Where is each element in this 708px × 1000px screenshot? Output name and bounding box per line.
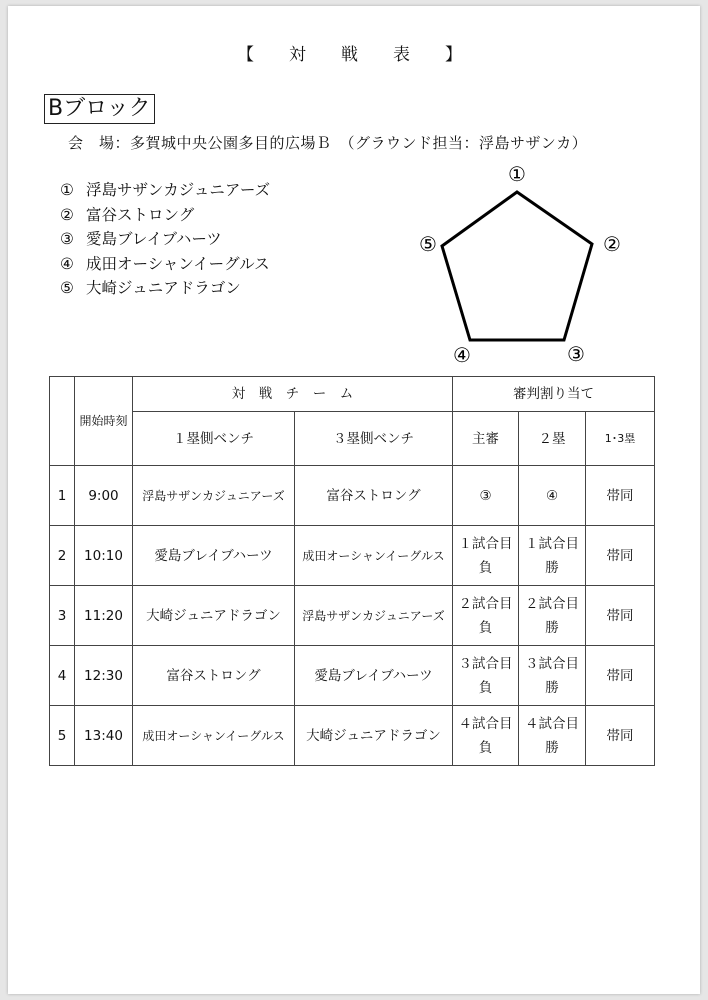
header-game-number (50, 377, 75, 466)
header-second-base: ２塁 (519, 412, 586, 466)
vertex-label-2: ② (603, 232, 621, 256)
table-row (50, 526, 655, 586)
table-row (50, 646, 655, 706)
start-time: 12:30 (75, 646, 133, 706)
second-base-umpire: ２試合目勝 (519, 586, 586, 646)
header-bench1: １塁側ベンチ (133, 412, 295, 466)
header-first-third-base: 1･3塁 (586, 412, 655, 466)
bench1-team: 成田オーシャンイーグルス (133, 706, 295, 766)
team-list-item (60, 203, 270, 228)
header-chief-umpire: 主審 (453, 412, 519, 466)
bench3-team: 富谷ストロング (295, 466, 453, 526)
header-bench3: ３塁側ベンチ (295, 412, 453, 466)
team-list-item (60, 252, 270, 277)
chief-umpire: ③ (453, 466, 519, 526)
pentagon-shape (442, 192, 592, 340)
game-number: 1 (50, 466, 75, 526)
vertex-label-5: ⑤ (419, 232, 437, 256)
bench3-team: 大崎ジュニアドラゴン (295, 706, 453, 766)
bench1-team: 大崎ジュニアドラゴン (133, 586, 295, 646)
page-title: 【 対 戦 表 】 (237, 45, 471, 65)
header-referees: 審判割り当て (453, 377, 655, 412)
team-name: 成田オーシャンイーグルス (86, 254, 270, 273)
header-start-time: 開始時刻 (75, 377, 133, 466)
second-base-umpire: ４試合目勝 (519, 706, 586, 766)
game-number: 4 (50, 646, 75, 706)
second-base-umpire: ３試合目勝 (519, 646, 586, 706)
team-number: ④ (60, 254, 74, 273)
bench1-team: 富谷ストロング (133, 646, 295, 706)
first-third-base-umpire: 帯同 (586, 646, 655, 706)
team-name: 富谷ストロング (86, 205, 195, 224)
first-third-base-umpire: 帯同 (586, 586, 655, 646)
team-list-item (60, 227, 270, 252)
start-time: 11:20 (75, 586, 133, 646)
team-list (60, 178, 270, 301)
team-list-item (60, 276, 270, 301)
vertex-label-3: ③ (567, 342, 585, 366)
chief-umpire: １試合目負 (453, 526, 519, 586)
bench1-team: 浮島サザンカジュニアーズ (133, 466, 295, 526)
block-label: Bブロック (44, 94, 155, 124)
team-number: ① (60, 181, 74, 199)
start-time: 13:40 (75, 706, 133, 766)
team-name: 愛島ブレイブハーツ (86, 230, 222, 248)
vertex-label-1: ① (508, 162, 526, 186)
team-name: 大崎ジュニアドラゴン (86, 279, 241, 297)
start-time: 10:10 (75, 526, 133, 586)
first-third-base-umpire: 帯同 (586, 466, 655, 526)
chief-umpire: ３試合目負 (453, 646, 519, 706)
table-row (50, 706, 655, 766)
venue-info: 会 場：多賀城中央公園多目的広場Ｂ （グラウンド担当：浮島サザンカ） (68, 134, 588, 152)
team-number: ③ (60, 230, 74, 248)
game-number: 5 (50, 706, 75, 766)
second-base-umpire: １試合目勝 (519, 526, 586, 586)
bench3-team: 愛島ブレイブハーツ (295, 646, 453, 706)
table-row (50, 586, 655, 646)
game-number: 3 (50, 586, 75, 646)
table-subheader-row (50, 412, 655, 466)
second-base-umpire: ④ (519, 466, 586, 526)
chief-umpire: ４試合目負 (453, 706, 519, 766)
schedule-table (49, 376, 655, 766)
chief-umpire: ２試合目負 (453, 586, 519, 646)
team-number: ⑤ (60, 279, 74, 297)
team-list-item (60, 178, 270, 203)
first-third-base-umpire: 帯同 (586, 706, 655, 766)
document-page (8, 6, 700, 994)
bench3-team: 浮島サザンカジュニアーズ (295, 586, 453, 646)
pentagon-diagram (404, 160, 626, 368)
team-name: 浮島サザンカジュニアーズ (86, 181, 271, 199)
start-time: 9:00 (75, 466, 133, 526)
first-third-base-umpire: 帯同 (586, 526, 655, 586)
table-row (50, 466, 655, 526)
bench3-team: 成田オーシャンイーグルス (295, 526, 453, 586)
header-teams: 対 戦 チ ー ム (133, 377, 453, 412)
vertex-label-4: ④ (453, 343, 471, 367)
table-header-row (50, 377, 655, 412)
team-number: ② (60, 205, 74, 224)
bench1-team: 愛島ブレイブハーツ (133, 526, 295, 586)
game-number: 2 (50, 526, 75, 586)
